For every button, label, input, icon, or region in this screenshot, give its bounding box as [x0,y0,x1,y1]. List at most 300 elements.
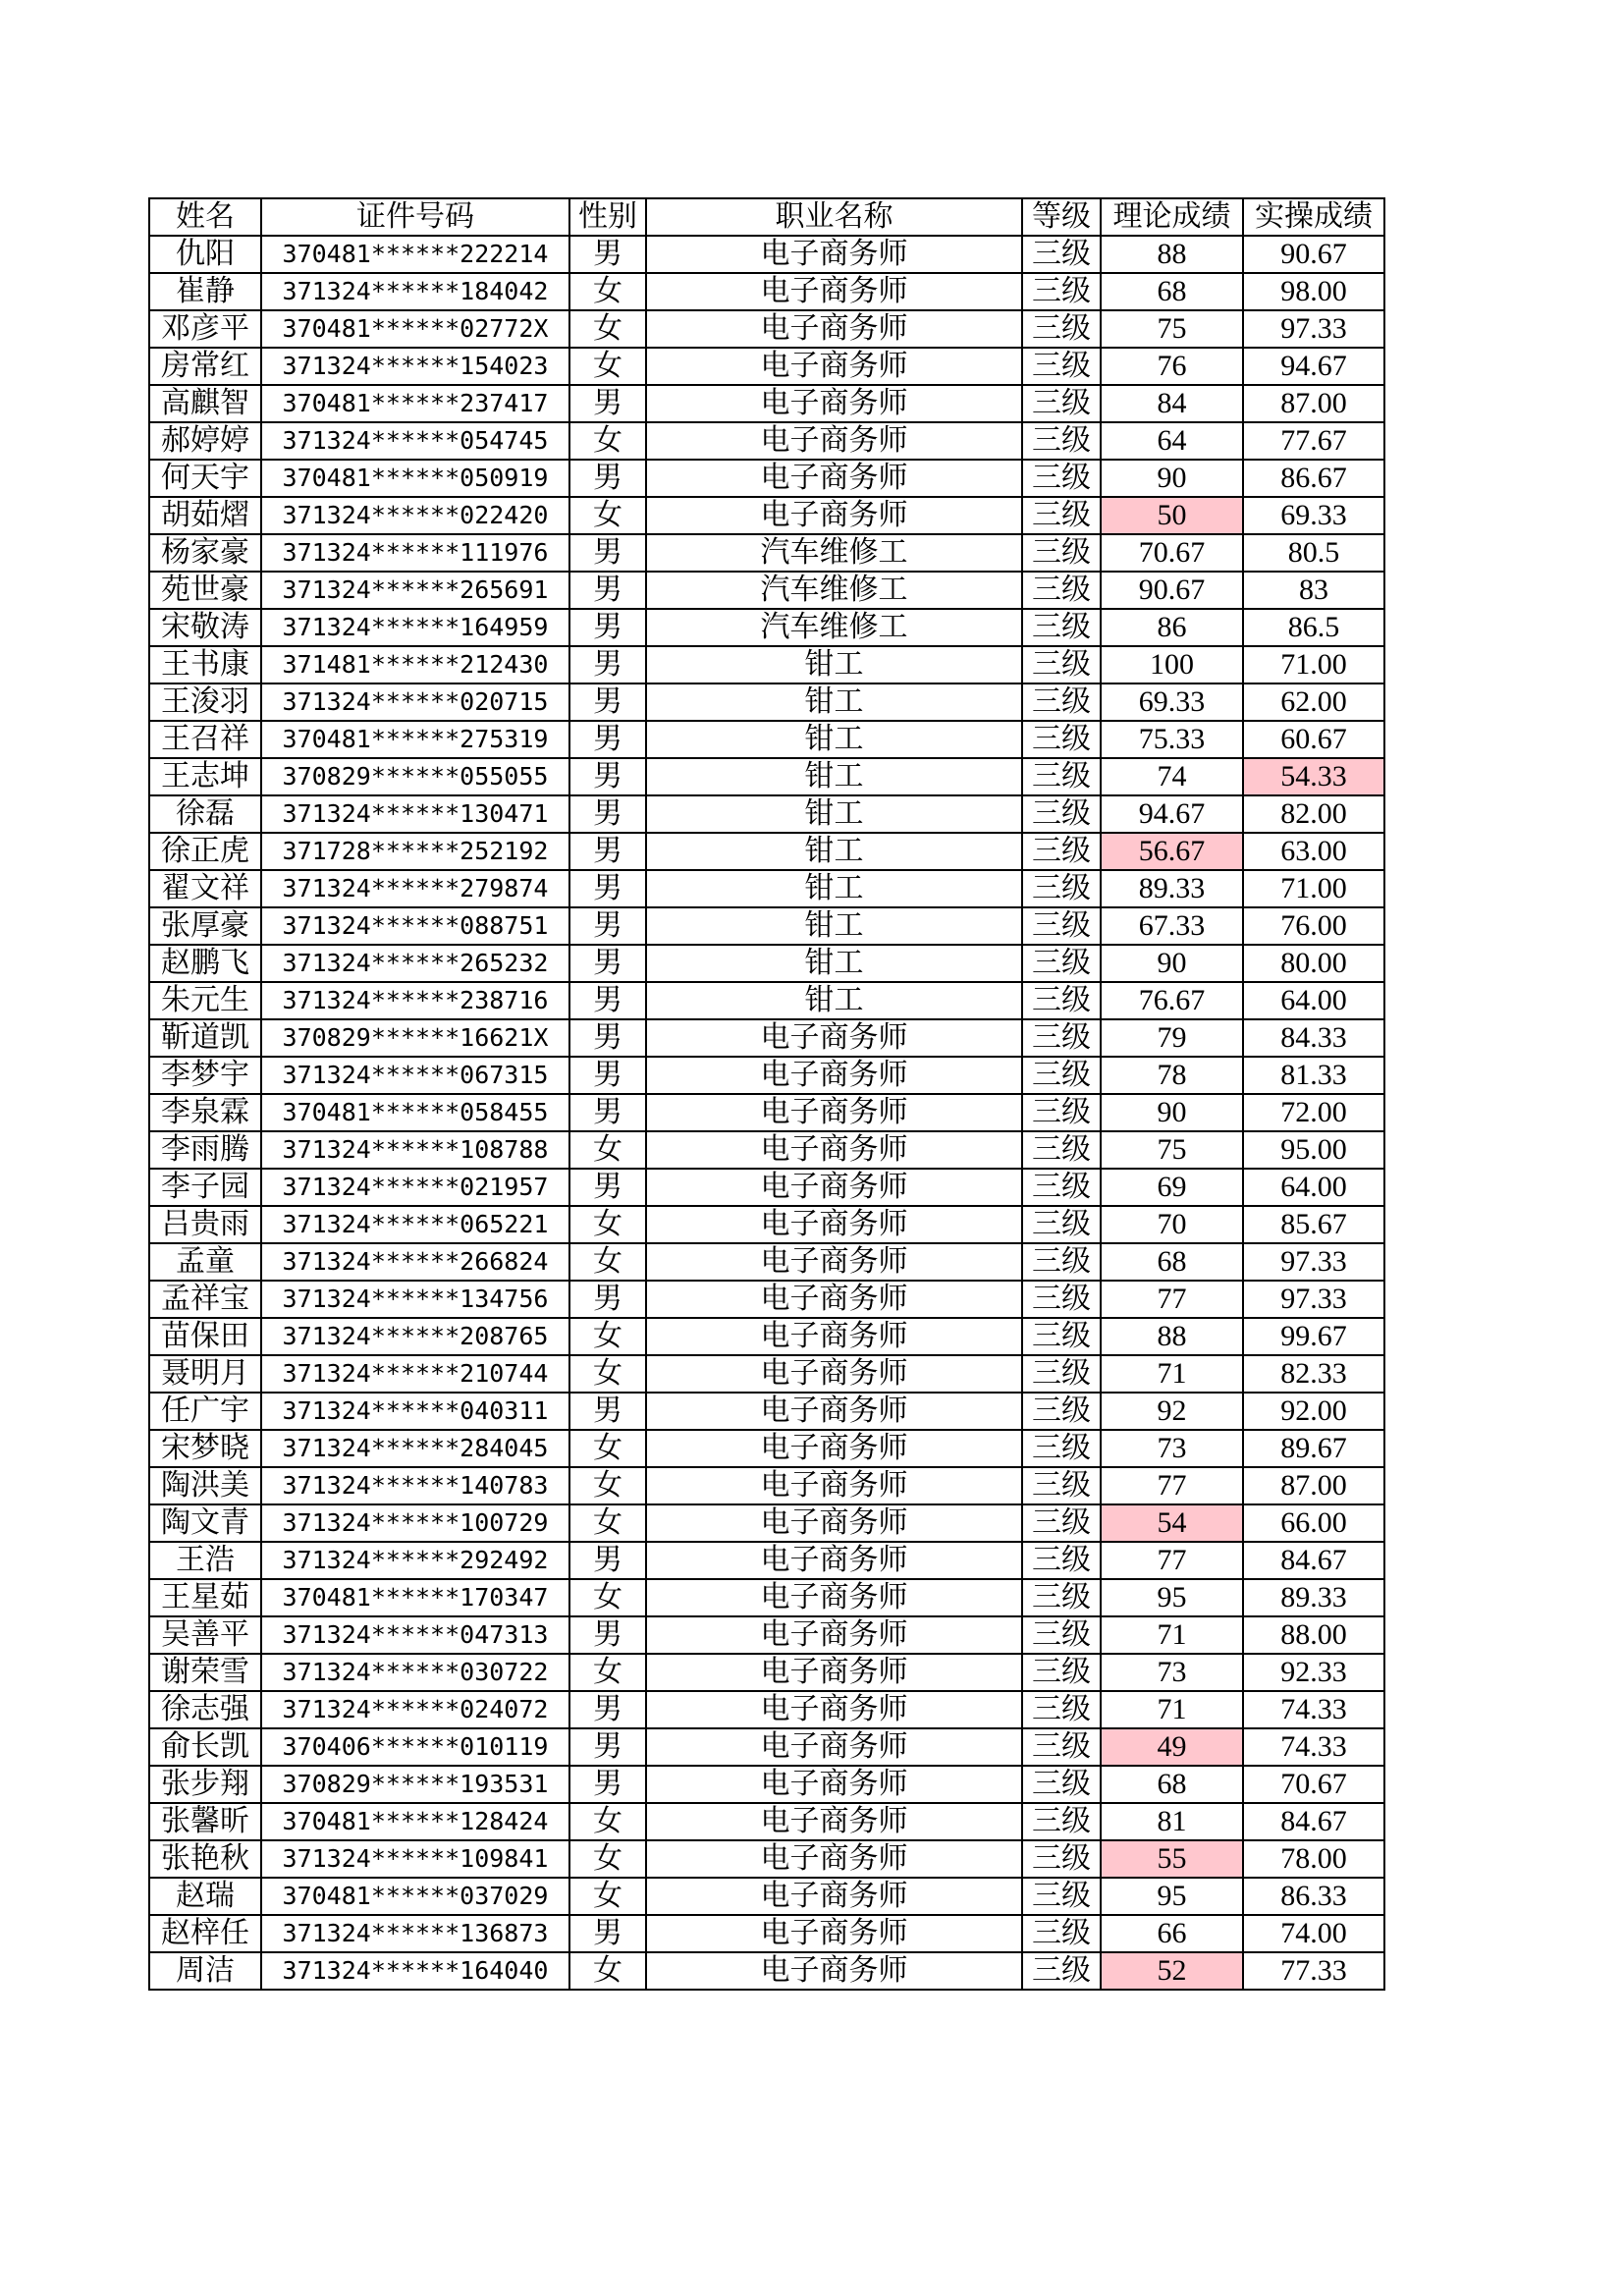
cell-name: 王浚羽 [149,683,261,721]
cell-level: 三级 [1022,572,1101,609]
cell-gender: 男 [569,1542,646,1579]
cell-level: 三级 [1022,236,1101,273]
cell-practice-score: 54.33 [1243,758,1384,795]
cell-job-title: 电子商务师 [646,1504,1022,1542]
cell-gender: 女 [569,1952,646,1990]
table-row [149,497,1384,534]
cell-level: 三级 [1022,609,1101,646]
cell-practice-score: 89.67 [1243,1430,1384,1467]
cell-level: 三级 [1022,310,1101,348]
cell-name: 郝婷婷 [149,422,261,460]
cell-job-title: 电子商务师 [646,1579,1022,1616]
cell-job-title: 电子商务师 [646,1803,1022,1840]
cell-gender: 男 [569,1915,646,1952]
table-row [149,795,1384,833]
cell-id-number: 370481******058455 [261,1094,569,1131]
cell-job-title: 电子商务师 [646,236,1022,273]
cell-job-title: 电子商务师 [646,1467,1022,1504]
cell-practice-score: 86.5 [1243,609,1384,646]
cell-gender: 男 [569,758,646,795]
cell-practice-score: 74.33 [1243,1691,1384,1728]
cell-name: 徐志强 [149,1691,261,1728]
cell-name: 任广宇 [149,1393,261,1430]
table-row [149,460,1384,497]
cell-id-number: 371324******238716 [261,982,569,1019]
cell-practice-score: 84.67 [1243,1803,1384,1840]
table-row [149,1952,1384,1990]
cell-job-title: 钳工 [646,758,1022,795]
cell-id-number: 371324******208765 [261,1318,569,1355]
cell-theory-score: 84 [1101,385,1243,422]
table-row [149,1281,1384,1318]
cell-level: 三级 [1022,1206,1101,1243]
cell-id-number: 371324******067315 [261,1057,569,1094]
cell-gender: 女 [569,310,646,348]
cell-theory-score: 69 [1101,1169,1243,1206]
table-row [149,721,1384,758]
cell-name: 王星茹 [149,1579,261,1616]
cell-theory-score: 95 [1101,1878,1243,1915]
table-row [149,1019,1384,1057]
cell-theory-score: 52 [1101,1952,1243,1990]
table-row [149,1579,1384,1616]
cell-practice-score: 81.33 [1243,1057,1384,1094]
cell-name: 宋敬涛 [149,609,261,646]
cell-name: 徐磊 [149,795,261,833]
cell-name: 王召祥 [149,721,261,758]
header-row [149,198,1384,236]
cell-id-number: 371324******134756 [261,1281,569,1318]
cell-theory-score: 77 [1101,1467,1243,1504]
cell-id-number: 371324******024072 [261,1691,569,1728]
cell-practice-score: 87.00 [1243,385,1384,422]
cell-job-title: 电子商务师 [646,348,1022,385]
cell-id-number: 370829******055055 [261,758,569,795]
cell-name: 王浩 [149,1542,261,1579]
table-row [149,1691,1384,1728]
cell-name: 吴善平 [149,1616,261,1654]
cell-name: 靳道凯 [149,1019,261,1057]
cell-theory-score: 54 [1101,1504,1243,1542]
table-row [149,572,1384,609]
cell-name: 宋梦晓 [149,1430,261,1467]
cell-name: 孟童 [149,1243,261,1281]
cell-practice-score: 64.00 [1243,1169,1384,1206]
cell-level: 三级 [1022,945,1101,982]
cell-job-title: 电子商务师 [646,1654,1022,1691]
cell-job-title: 钳工 [646,646,1022,683]
cell-practice-score: 95.00 [1243,1131,1384,1169]
cell-practice-score: 76.00 [1243,907,1384,945]
cell-job-title: 电子商务师 [646,273,1022,310]
cell-name: 赵梓任 [149,1915,261,1952]
cell-theory-score: 90 [1101,460,1243,497]
table-row [149,310,1384,348]
header-practice-score: 实操成绩 [1243,198,1384,236]
cell-name: 仇阳 [149,236,261,273]
cell-level: 三级 [1022,683,1101,721]
cell-theory-score: 68 [1101,1766,1243,1803]
cell-id-number: 370481******128424 [261,1803,569,1840]
cell-level: 三级 [1022,273,1101,310]
cell-theory-score: 71 [1101,1616,1243,1654]
cell-level: 三级 [1022,1691,1101,1728]
cell-practice-score: 66.00 [1243,1504,1384,1542]
cell-id-number: 371324******279874 [261,870,569,907]
cell-name: 高麒智 [149,385,261,422]
cell-job-title: 电子商务师 [646,385,1022,422]
cell-theory-score: 68 [1101,1243,1243,1281]
cell-id-number: 371324******266824 [261,1243,569,1281]
cell-theory-score: 90 [1101,1094,1243,1131]
cell-job-title: 电子商务师 [646,1243,1022,1281]
cell-job-title: 电子商务师 [646,1430,1022,1467]
cell-level: 三级 [1022,348,1101,385]
cell-practice-score: 86.67 [1243,460,1384,497]
table-row [149,1728,1384,1766]
cell-job-title: 钳工 [646,870,1022,907]
cell-practice-score: 87.00 [1243,1467,1384,1504]
cell-theory-score: 75 [1101,1131,1243,1169]
cell-level: 三级 [1022,870,1101,907]
cell-level: 三级 [1022,1131,1101,1169]
table-row [149,1243,1384,1281]
cell-job-title: 钳工 [646,907,1022,945]
cell-job-title: 电子商务师 [646,1169,1022,1206]
cell-gender: 女 [569,422,646,460]
cell-gender: 男 [569,236,646,273]
table-row [149,422,1384,460]
cell-id-number: 371324******265691 [261,572,569,609]
cell-gender: 男 [569,907,646,945]
cell-practice-score: 84.67 [1243,1542,1384,1579]
cell-theory-score: 95 [1101,1579,1243,1616]
cell-theory-score: 90.67 [1101,572,1243,609]
cell-name: 赵瑞 [149,1878,261,1915]
cell-name: 李子园 [149,1169,261,1206]
table-row [149,1318,1384,1355]
table-row [149,907,1384,945]
cell-theory-score: 66 [1101,1915,1243,1952]
table-row [149,534,1384,572]
cell-theory-score: 73 [1101,1430,1243,1467]
cell-theory-score: 50 [1101,497,1243,534]
cell-name: 王书康 [149,646,261,683]
cell-job-title: 电子商务师 [646,1840,1022,1878]
cell-practice-score: 74.00 [1243,1915,1384,1952]
table-body [149,236,1384,1990]
table-row [149,1393,1384,1430]
cell-id-number: 371324******111976 [261,534,569,572]
cell-gender: 女 [569,1430,646,1467]
cell-level: 三级 [1022,1094,1101,1131]
cell-practice-score: 64.00 [1243,982,1384,1019]
cell-level: 三级 [1022,422,1101,460]
cell-id-number: 371324******164959 [261,609,569,646]
cell-practice-score: 97.33 [1243,1243,1384,1281]
table-row [149,1878,1384,1915]
cell-theory-score: 68 [1101,273,1243,310]
cell-id-number: 370481******237417 [261,385,569,422]
table-row [149,1616,1384,1654]
cell-level: 三级 [1022,982,1101,1019]
cell-practice-score: 86.33 [1243,1878,1384,1915]
cell-id-number: 371324******020715 [261,683,569,721]
cell-level: 三级 [1022,1840,1101,1878]
cell-id-number: 371324******265232 [261,945,569,982]
cell-gender: 男 [569,1393,646,1430]
cell-id-number: 371481******212430 [261,646,569,683]
cell-theory-score: 67.33 [1101,907,1243,945]
cell-level: 三级 [1022,1355,1101,1393]
cell-practice-score: 80.5 [1243,534,1384,572]
cell-id-number: 371324******136873 [261,1915,569,1952]
cell-name: 俞长凯 [149,1728,261,1766]
cell-practice-score: 92.00 [1243,1393,1384,1430]
cell-level: 三级 [1022,1019,1101,1057]
table-row [149,1169,1384,1206]
cell-gender: 女 [569,1654,646,1691]
cell-id-number: 371324******065221 [261,1206,569,1243]
cell-job-title: 电子商务师 [646,1728,1022,1766]
cell-job-title: 电子商务师 [646,1915,1022,1952]
cell-practice-score: 97.33 [1243,310,1384,348]
cell-id-number: 371324******108788 [261,1131,569,1169]
cell-level: 三级 [1022,534,1101,572]
cell-gender: 男 [569,460,646,497]
cell-name: 邓彦平 [149,310,261,348]
cell-theory-score: 71 [1101,1355,1243,1393]
cell-name: 何天宇 [149,460,261,497]
cell-theory-score: 69.33 [1101,683,1243,721]
cell-id-number: 371324******022420 [261,497,569,534]
table-row [149,870,1384,907]
cell-gender: 女 [569,1355,646,1393]
table-row [149,348,1384,385]
cell-id-number: 370481******050919 [261,460,569,497]
cell-gender: 男 [569,982,646,1019]
cell-gender: 女 [569,1579,646,1616]
cell-name: 朱元生 [149,982,261,1019]
cell-theory-score: 64 [1101,422,1243,460]
cell-name: 房常红 [149,348,261,385]
cell-id-number: 371324******047313 [261,1616,569,1654]
cell-gender: 男 [569,1766,646,1803]
cell-gender: 女 [569,1318,646,1355]
cell-name: 胡茹熠 [149,497,261,534]
cell-job-title: 电子商务师 [646,1019,1022,1057]
cell-level: 三级 [1022,1654,1101,1691]
cell-name: 翟文祥 [149,870,261,907]
cell-level: 三级 [1022,1766,1101,1803]
cell-theory-score: 49 [1101,1728,1243,1766]
cell-level: 三级 [1022,1467,1101,1504]
cell-job-title: 电子商务师 [646,497,1022,534]
cell-theory-score: 73 [1101,1654,1243,1691]
table-row [149,1654,1384,1691]
table-row [149,1430,1384,1467]
cell-gender: 男 [569,795,646,833]
cell-level: 三级 [1022,1803,1101,1840]
cell-name: 张厚豪 [149,907,261,945]
cell-level: 三级 [1022,460,1101,497]
table-row [149,609,1384,646]
cell-job-title: 电子商务师 [646,1355,1022,1393]
cell-gender: 男 [569,683,646,721]
cell-name: 王志坤 [149,758,261,795]
cell-job-title: 电子商务师 [646,1952,1022,1990]
cell-theory-score: 75.33 [1101,721,1243,758]
cell-practice-score: 92.33 [1243,1654,1384,1691]
cell-id-number: 371324******184042 [261,273,569,310]
cell-job-title: 电子商务师 [646,1766,1022,1803]
cell-name: 苗保田 [149,1318,261,1355]
cell-id-number: 371324******130471 [261,795,569,833]
cell-name: 陶洪美 [149,1467,261,1504]
cell-gender: 女 [569,1243,646,1281]
cell-job-title: 电子商务师 [646,1393,1022,1430]
table-row [149,1504,1384,1542]
cell-gender: 女 [569,1206,646,1243]
cell-level: 三级 [1022,1393,1101,1430]
table-row [149,1467,1384,1504]
cell-job-title: 钳工 [646,721,1022,758]
score-table [148,197,1385,1991]
table-row [149,1206,1384,1243]
cell-job-title: 汽车维修工 [646,572,1022,609]
cell-theory-score: 76 [1101,348,1243,385]
table-row [149,1131,1384,1169]
cell-practice-score: 78.00 [1243,1840,1384,1878]
cell-theory-score: 56.67 [1101,833,1243,870]
cell-id-number: 370406******010119 [261,1728,569,1766]
cell-practice-score: 69.33 [1243,497,1384,534]
cell-id-number: 371324******088751 [261,907,569,945]
cell-name: 赵鹏飞 [149,945,261,982]
cell-theory-score: 94.67 [1101,795,1243,833]
cell-job-title: 电子商务师 [646,422,1022,460]
cell-theory-score: 71 [1101,1691,1243,1728]
cell-id-number: 370481******02772X [261,310,569,348]
cell-theory-score: 74 [1101,758,1243,795]
cell-theory-score: 100 [1101,646,1243,683]
cell-practice-score: 63.00 [1243,833,1384,870]
cell-level: 三级 [1022,1616,1101,1654]
cell-gender: 女 [569,1467,646,1504]
cell-gender: 男 [569,1728,646,1766]
cell-level: 三级 [1022,758,1101,795]
cell-gender: 男 [569,534,646,572]
cell-id-number: 370481******037029 [261,1878,569,1915]
cell-practice-score: 60.67 [1243,721,1384,758]
cell-level: 三级 [1022,1243,1101,1281]
table-row [149,758,1384,795]
cell-level: 三级 [1022,385,1101,422]
cell-gender: 女 [569,1803,646,1840]
cell-practice-score: 62.00 [1243,683,1384,721]
table-row [149,273,1384,310]
cell-theory-score: 92 [1101,1393,1243,1430]
cell-level: 三级 [1022,1318,1101,1355]
cell-job-title: 电子商务师 [646,1057,1022,1094]
cell-name: 谢荣雪 [149,1654,261,1691]
cell-job-title: 电子商务师 [646,1542,1022,1579]
table-row [149,1803,1384,1840]
cell-gender: 男 [569,1019,646,1057]
cell-gender: 男 [569,1616,646,1654]
cell-id-number: 371728******252192 [261,833,569,870]
cell-practice-score: 82.00 [1243,795,1384,833]
table-row [149,1355,1384,1393]
cell-theory-score: 90 [1101,945,1243,982]
cell-id-number: 371324******140783 [261,1467,569,1504]
cell-gender: 男 [569,1281,646,1318]
cell-theory-score: 76.67 [1101,982,1243,1019]
cell-id-number: 371324******292492 [261,1542,569,1579]
cell-practice-score: 85.67 [1243,1206,1384,1243]
cell-theory-score: 75 [1101,310,1243,348]
cell-id-number: 370481******222214 [261,236,569,273]
cell-id-number: 371324******284045 [261,1430,569,1467]
cell-id-number: 371324******210744 [261,1355,569,1393]
cell-level: 三级 [1022,1952,1101,1990]
cell-theory-score: 86 [1101,609,1243,646]
cell-gender: 男 [569,721,646,758]
table-row [149,1094,1384,1131]
cell-name: 孟祥宝 [149,1281,261,1318]
cell-level: 三级 [1022,1878,1101,1915]
cell-practice-score: 94.67 [1243,348,1384,385]
cell-theory-score: 78 [1101,1057,1243,1094]
cell-job-title: 电子商务师 [646,1691,1022,1728]
cell-level: 三级 [1022,1504,1101,1542]
cell-theory-score: 88 [1101,236,1243,273]
cell-level: 三级 [1022,1169,1101,1206]
cell-gender: 男 [569,870,646,907]
header-gender: 性别 [569,198,646,236]
cell-id-number: 371324******021957 [261,1169,569,1206]
cell-practice-score: 77.67 [1243,422,1384,460]
cell-gender: 男 [569,1094,646,1131]
cell-job-title: 钳工 [646,683,1022,721]
table-row [149,1057,1384,1094]
table-row [149,1915,1384,1952]
header-level: 等级 [1022,198,1101,236]
cell-practice-score: 82.33 [1243,1355,1384,1393]
cell-practice-score: 98.00 [1243,273,1384,310]
cell-practice-score: 70.67 [1243,1766,1384,1803]
cell-id-number: 370829******193531 [261,1766,569,1803]
cell-job-title: 钳工 [646,795,1022,833]
cell-level: 三级 [1022,721,1101,758]
cell-name: 苑世豪 [149,572,261,609]
table-row [149,646,1384,683]
cell-id-number: 371324******164040 [261,1952,569,1990]
cell-level: 三级 [1022,1915,1101,1952]
cell-level: 三级 [1022,1579,1101,1616]
cell-level: 三级 [1022,497,1101,534]
cell-gender: 女 [569,1131,646,1169]
cell-practice-score: 71.00 [1243,870,1384,907]
cell-theory-score: 77 [1101,1542,1243,1579]
cell-practice-score: 71.00 [1243,646,1384,683]
cell-name: 李梦宇 [149,1057,261,1094]
cell-practice-score: 77.33 [1243,1952,1384,1990]
table-row [149,1766,1384,1803]
cell-name: 杨家豪 [149,534,261,572]
cell-level: 三级 [1022,833,1101,870]
cell-job-title: 电子商务师 [646,1616,1022,1654]
